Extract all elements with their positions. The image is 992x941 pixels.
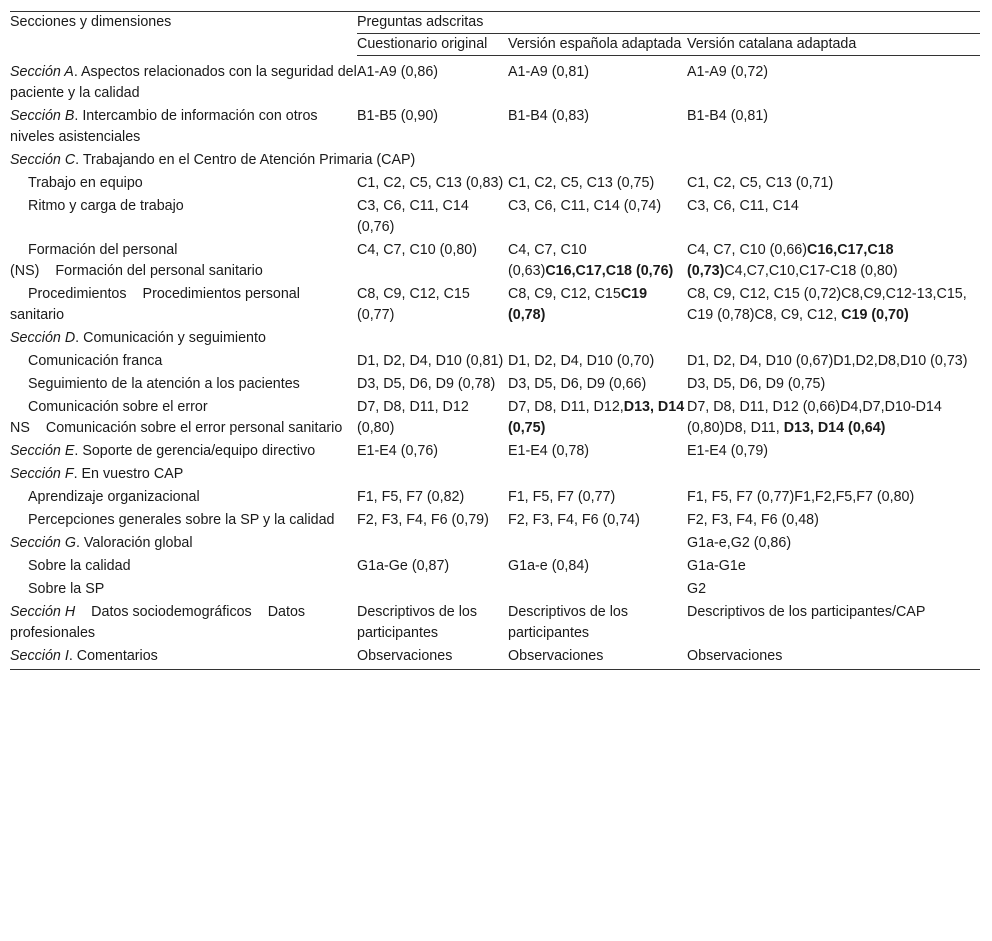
table-row <box>10 509 980 532</box>
dimension-label: Aprendizaje organizacional <box>28 488 200 505</box>
section-cell <box>10 463 980 486</box>
catalan-cell <box>687 283 980 327</box>
section-title: . Trabajando en el Centro de Atención Primaria (CAP) <box>75 151 416 168</box>
dimension-label: Formación del personal <box>28 241 178 258</box>
dimension-label: Sobre la calidad <box>28 557 131 574</box>
dimension-cell <box>10 578 357 601</box>
spanish-cell: G1a-e (0,84) <box>508 557 590 574</box>
catalan-cell: Descriptivos de los participantes/CAP <box>687 603 926 620</box>
table-row <box>10 327 980 350</box>
original-cell: F2, F3, F4, F6 (0,79) <box>357 511 489 528</box>
table-row <box>10 195 980 239</box>
dimension-label: Comunicación franca <box>28 352 163 369</box>
section-title: . Comunicación y seguimiento <box>75 329 266 346</box>
dimension-cell <box>10 396 357 440</box>
catalan-value-bold: D13, D14 (0,64) <box>783 419 886 436</box>
spanish-value: D7, D8, D11, D12, <box>508 398 624 415</box>
section-cell <box>10 440 357 463</box>
spanish-cell: B1-B4 (0,83) <box>508 107 590 124</box>
ns-prefix: NS <box>10 419 30 436</box>
section-title: . Intercambio de información con otros niveles asistenciales <box>10 107 318 145</box>
catalan-cell: E1-E4 (0,79) <box>687 442 769 459</box>
original-cell: E1-E4 (0,76) <box>357 442 439 459</box>
catalan-cell: G1a-G1e <box>687 557 746 574</box>
catalan-cell: Observaciones <box>687 645 980 670</box>
section-title: . Soporte de gerencia/equipo directivo <box>74 442 316 459</box>
section-title: Datos sociodemográficos <box>91 603 252 620</box>
spanish-cell: Descriptivos de los participantes <box>508 603 628 641</box>
section-label: Sección C <box>10 151 76 168</box>
original-cell: C1, C2, C5, C13 (0,83) <box>357 174 504 191</box>
catalan-cell: G1a-e,G2 (0,86) <box>687 534 792 551</box>
original-cell: C8, C9, C12, C15 (0,77) <box>357 285 470 323</box>
section-label: Sección I <box>10 647 69 664</box>
dimension-label-ns: Procedimientos personal sanitario <box>10 285 300 323</box>
original-cell: A1-A9 (0,86) <box>357 64 439 80</box>
table-row <box>10 486 980 509</box>
section-cell <box>10 532 357 555</box>
spanish-cell <box>508 578 687 601</box>
catalan-cell: D1, D2, D4, D10 (0,67)D1,D2,D8,D10 (0,73) <box>687 352 968 369</box>
catalan-value-bold: C16,C17,C18 (0,73) <box>687 241 894 279</box>
spanish-cell <box>508 532 687 555</box>
dimension-label: Comunicación sobre el error <box>28 398 208 415</box>
original-cell: B1-B5 (0,90) <box>357 107 439 124</box>
dimension-cell <box>10 283 357 327</box>
section-title: . Aspectos relacionados con la seguridad del paciente y la calidad <box>10 63 357 101</box>
catalan-value-bold: C19 (0,70) <box>841 306 909 323</box>
spanish-value-bold: C16,C17,C18 (0,76) <box>545 262 674 279</box>
catalan-value: C8, C9, C12, C15 (0,72)C8,C9,C12-13,C15, C19 (0,78)C8, C9, C12, <box>687 285 967 323</box>
dimension-label: Procedimientos <box>28 285 127 302</box>
catalan-value: C4, C7, C10 (0,66) <box>687 241 807 258</box>
spanish-cell: F2, F3, F4, F6 (0,74) <box>508 511 640 528</box>
section-cell <box>10 645 357 670</box>
section-cell <box>10 149 980 172</box>
original-cell <box>357 578 508 601</box>
dimension-cell <box>10 195 357 239</box>
dimension-label-ns: Formación del personal sanitario <box>55 262 263 279</box>
catalan-cell: B1-B4 (0,81) <box>687 107 769 124</box>
dimension-label: Trabajo en equipo <box>28 174 143 191</box>
dimension-cell <box>10 239 357 283</box>
spanish-value: C4, C7, C10 (0,63) <box>508 241 587 279</box>
section-label: Sección G <box>10 534 76 551</box>
dimension-label-ns: Comunicación sobre el error personal sanitario <box>45 419 343 436</box>
table-row <box>10 172 980 195</box>
dimension-label: Ritmo y carga de trabajo <box>28 197 184 214</box>
section-label: Sección A <box>10 63 74 80</box>
dimension-cell <box>10 555 357 578</box>
section-label: Sección H <box>10 603 76 620</box>
catalan-cell: A1-A9 (0,72) <box>687 64 769 80</box>
spanish-cell: D3, D5, D6, D9 (0,66) <box>508 375 647 392</box>
original-cell: Descriptivos de los participantes <box>357 603 477 641</box>
original-cell: D1, D2, D4, D10 (0,81) <box>357 352 504 369</box>
spanish-value-bold: D13, D14 (0,75) <box>508 398 685 436</box>
catalan-value: D7, D8, D11, D12 (0,66)D4,D7,D10-D14 (0,80)D8, D11, <box>687 398 942 436</box>
spanish-cell <box>508 396 687 440</box>
dimension-label: Percepciones generales sobre la SP y la calidad <box>28 511 335 528</box>
table-row <box>10 578 980 601</box>
table-row <box>10 463 980 486</box>
section-label: Sección B <box>10 107 75 124</box>
header-original: Cuestionario original <box>357 34 508 56</box>
table-row <box>10 601 980 645</box>
dimension-cell <box>10 373 357 396</box>
section-title: . En vuestro CAP <box>73 465 184 482</box>
original-cell: G1a-Ge (0,87) <box>357 557 450 574</box>
original-cell: Observaciones <box>357 645 508 670</box>
dimensions-table <box>10 11 980 670</box>
header-sections: Secciones y dimensiones <box>10 12 357 56</box>
spanish-cell: Observaciones <box>508 645 687 670</box>
section-cell <box>10 327 980 350</box>
original-cell: C4, C7, C10 (0,80) <box>357 241 477 258</box>
header-row <box>10 12 980 34</box>
section-label: Sección D <box>10 329 76 346</box>
header-group: Preguntas adscritas <box>357 12 980 34</box>
table-row <box>10 373 980 396</box>
spanish-cell: C3, C6, C11, C14 (0,74) <box>508 197 662 214</box>
spanish-value: C8, C9, C12, C15 <box>508 285 621 302</box>
spanish-cell: A1-A9 (0,81) <box>508 64 590 80</box>
section-title: . Comentarios <box>68 647 158 664</box>
table-row <box>10 555 980 578</box>
table-row <box>10 105 980 149</box>
catalan-cell: C3, C6, C11, C14 <box>687 197 799 214</box>
catalan-cell: F2, F3, F4, F6 (0,48) <box>687 511 819 528</box>
header-spanish: Versión española adaptada <box>508 34 687 56</box>
catalan-cell: C1, C2, C5, C13 (0,71) <box>687 174 834 191</box>
catalan-cell: D3, D5, D6, D9 (0,75) <box>687 375 826 392</box>
table-row <box>10 239 980 283</box>
spanish-cell: D1, D2, D4, D10 (0,70) <box>508 352 655 369</box>
dimension-label: Sobre la SP <box>28 580 105 597</box>
table-row <box>10 532 980 555</box>
spanish-cell: C1, C2, C5, C13 (0,75) <box>508 174 655 191</box>
section-title-extra: Datos profesionales <box>10 603 306 641</box>
spanish-value-bold: C19 (0,78) <box>508 285 648 323</box>
table-row <box>10 56 980 105</box>
section-label: Sección F <box>10 465 74 482</box>
spanish-cell <box>508 283 687 327</box>
section-cell <box>10 601 357 645</box>
original-cell: D7, D8, D11, D12 (0,80) <box>357 398 469 436</box>
catalan-cell <box>687 239 980 283</box>
spanish-cell <box>508 239 687 283</box>
table-row <box>10 283 980 327</box>
catalan-cell: G2 <box>687 580 707 597</box>
table-row <box>10 440 980 463</box>
catalan-cell: F1, F5, F7 (0,77)F1,F2,F5,F7 (0,80) <box>687 488 915 505</box>
spanish-cell: F1, F5, F7 (0,77) <box>508 488 616 505</box>
table-row <box>10 350 980 373</box>
table-row <box>10 396 980 440</box>
table-row <box>10 149 980 172</box>
dimension-cell <box>10 509 357 532</box>
dimension-cell <box>10 172 357 195</box>
ns-prefix: (NS) <box>10 262 40 279</box>
original-cell: F1, F5, F7 (0,82) <box>357 488 465 505</box>
dimension-cell <box>10 486 357 509</box>
section-label: Sección E <box>10 442 75 459</box>
header-catalan: Versión catalana adaptada <box>687 34 980 56</box>
table-row <box>10 645 980 670</box>
section-title: . Valoración global <box>75 534 193 551</box>
dimension-cell <box>10 350 357 373</box>
catalan-value-tail: C4,C7,C10,C17-C18 (0,80) <box>724 262 898 279</box>
catalan-cell <box>687 396 980 440</box>
original-cell <box>357 532 508 555</box>
original-cell: D3, D5, D6, D9 (0,78) <box>357 375 496 392</box>
dimension-label: Seguimiento de la atención a los pacientes <box>28 375 300 392</box>
section-cell <box>10 105 357 149</box>
original-cell: C3, C6, C11, C14 (0,76) <box>357 197 469 235</box>
section-cell <box>10 56 357 105</box>
spanish-cell: E1-E4 (0,78) <box>508 442 590 459</box>
